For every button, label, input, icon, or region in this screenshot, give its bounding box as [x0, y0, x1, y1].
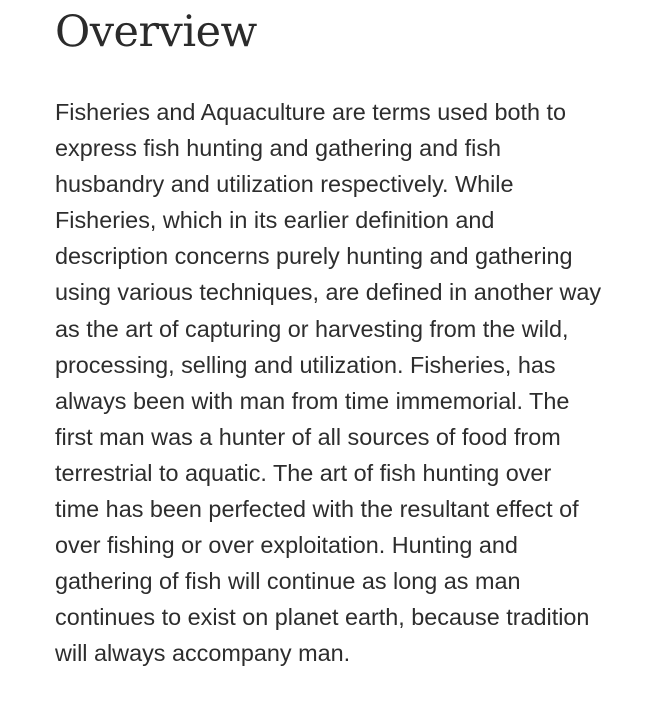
- paragraph-line: as the art of capturing or harvesting from the wild,: [55, 315, 569, 342]
- paragraph-line: first man was a hunter of all sources of food from: [55, 423, 561, 450]
- paragraph-line: husbandry and utilization respectively. While: [55, 171, 514, 198]
- paragraph-line: always been with man from time immemorial. The: [55, 387, 570, 414]
- paragraph-line: using various techniques, are defined in another way: [55, 279, 602, 306]
- paragraph-line: terrestrial to aquatic. The art of fish hunting over: [55, 459, 552, 486]
- paragraph-line: Fisheries and Aquaculture are terms used both to: [55, 99, 566, 125]
- paragraph-line: over fishing or over exploitation. Hunting and: [55, 532, 518, 559]
- page-title: Overview: [55, 7, 257, 57]
- paragraph-line: description concerns purely hunting and gathering: [55, 243, 573, 270]
- paragraph-line: Fisheries, which in its earlier definition and: [55, 207, 495, 234]
- paragraph-line: will always accompany man.: [55, 640, 351, 667]
- paragraph-line: gathering of fish will continue as long as man: [55, 568, 521, 595]
- body-paragraph: [55, 94, 615, 672]
- paragraph-line: time has been perfected with the resultant effect of: [55, 496, 579, 523]
- paragraph-line: processing, selling and utilization. Fisheries, has: [55, 351, 556, 378]
- paragraph-line: express fish hunting and gathering and fish: [55, 135, 502, 162]
- paragraph-line: continues to exist on planet earth, because tradition: [55, 604, 590, 631]
